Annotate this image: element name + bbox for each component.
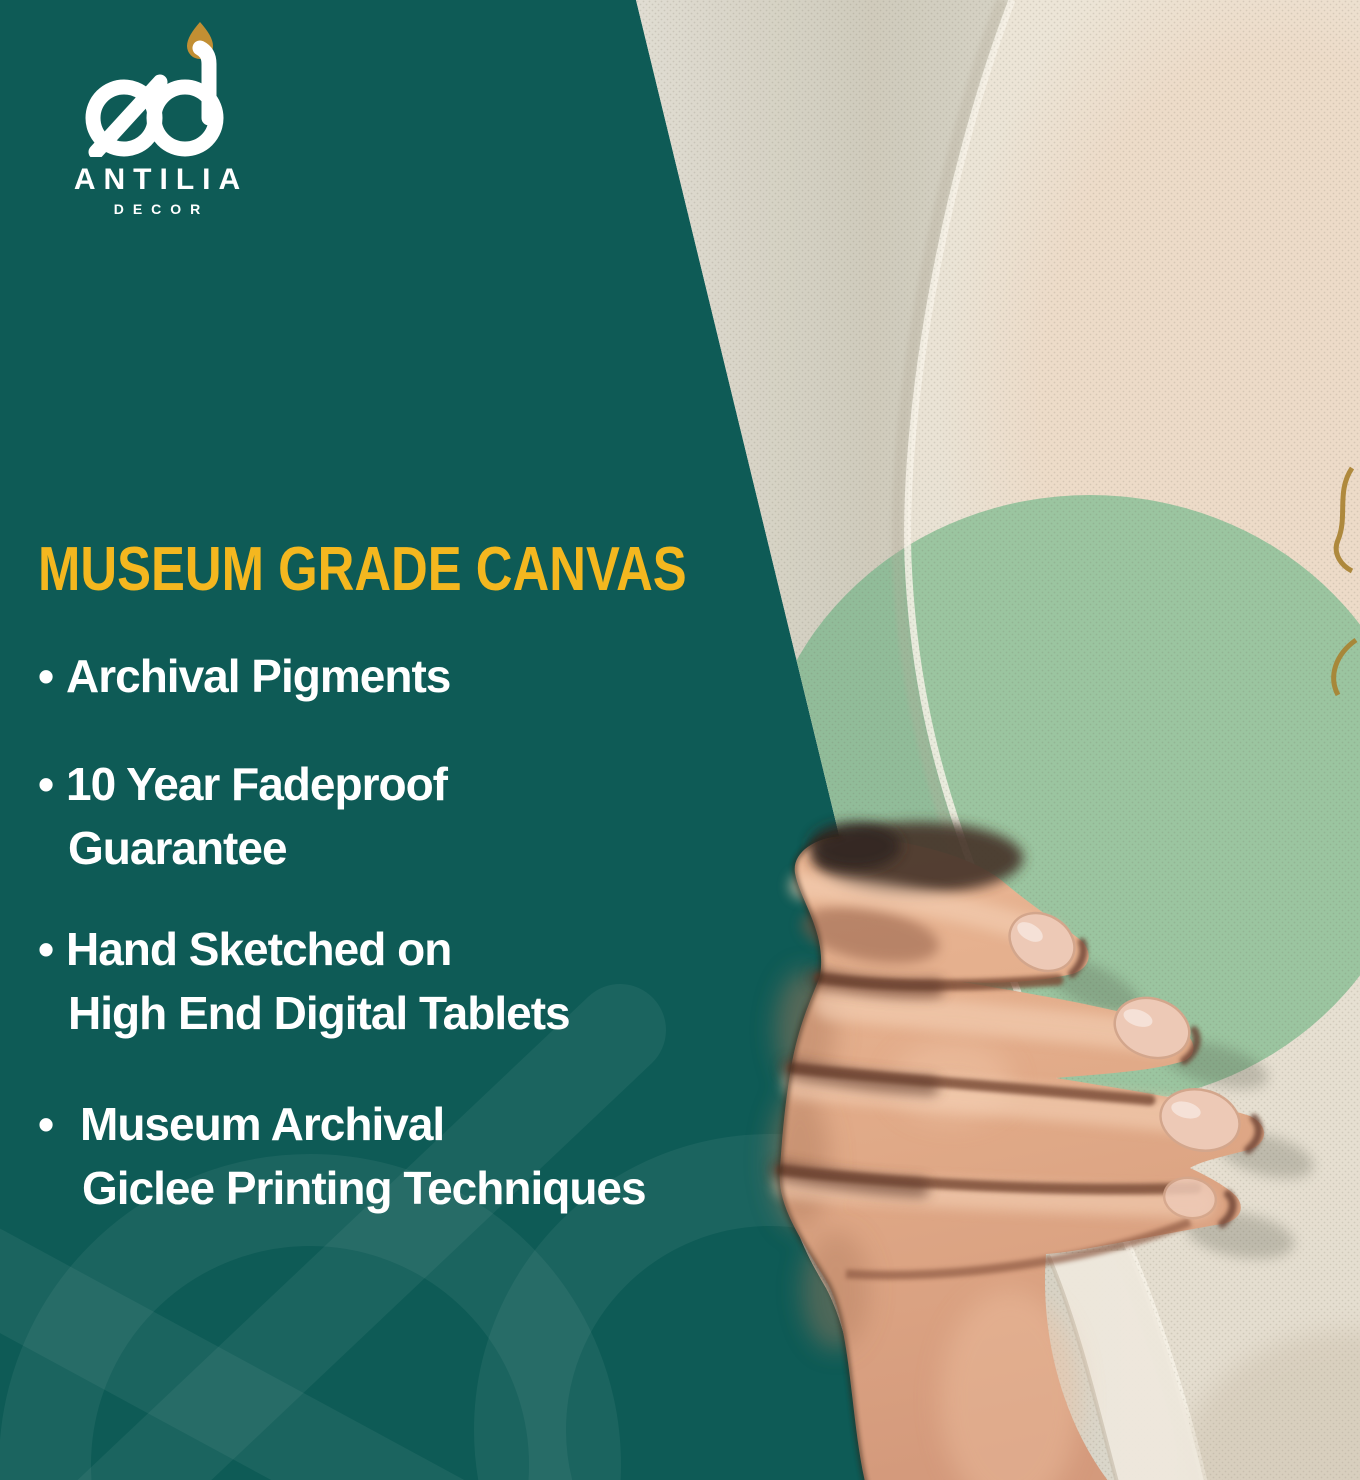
headline: MUSEUM GRADE CANVAS bbox=[38, 535, 687, 604]
brand-name: ANTILIA bbox=[73, 163, 249, 196]
bullet-marker: • bbox=[38, 650, 55, 702]
bullet-line: Guarantee bbox=[68, 822, 287, 874]
bullet-line: Giclee Printing Techniques bbox=[82, 1162, 646, 1214]
bullet-item-fadeproof-guarantee bbox=[38, 752, 447, 880]
bullet-marker: • bbox=[38, 758, 55, 810]
bullet-item-hand-sketched bbox=[38, 917, 570, 1045]
brand-subname: DECOR bbox=[113, 201, 210, 217]
bullet-marker: • bbox=[38, 1098, 55, 1150]
bullet-line: • Archival Pigments bbox=[38, 644, 450, 708]
bullet-item-giclee-printing bbox=[38, 1092, 646, 1220]
bullet-item-archival-pigments bbox=[38, 644, 450, 708]
bullet-marker: • bbox=[38, 923, 55, 975]
bullet-line: • Hand Sketched on bbox=[38, 917, 570, 981]
brand-logo bbox=[52, 22, 262, 217]
bullet-line: • Museum Archival bbox=[38, 1092, 646, 1156]
bullet-line: High End Digital Tablets bbox=[68, 987, 570, 1039]
brand-monogram-icon bbox=[72, 22, 242, 157]
bullet-line: • 10 Year Fadeproof bbox=[38, 752, 447, 816]
